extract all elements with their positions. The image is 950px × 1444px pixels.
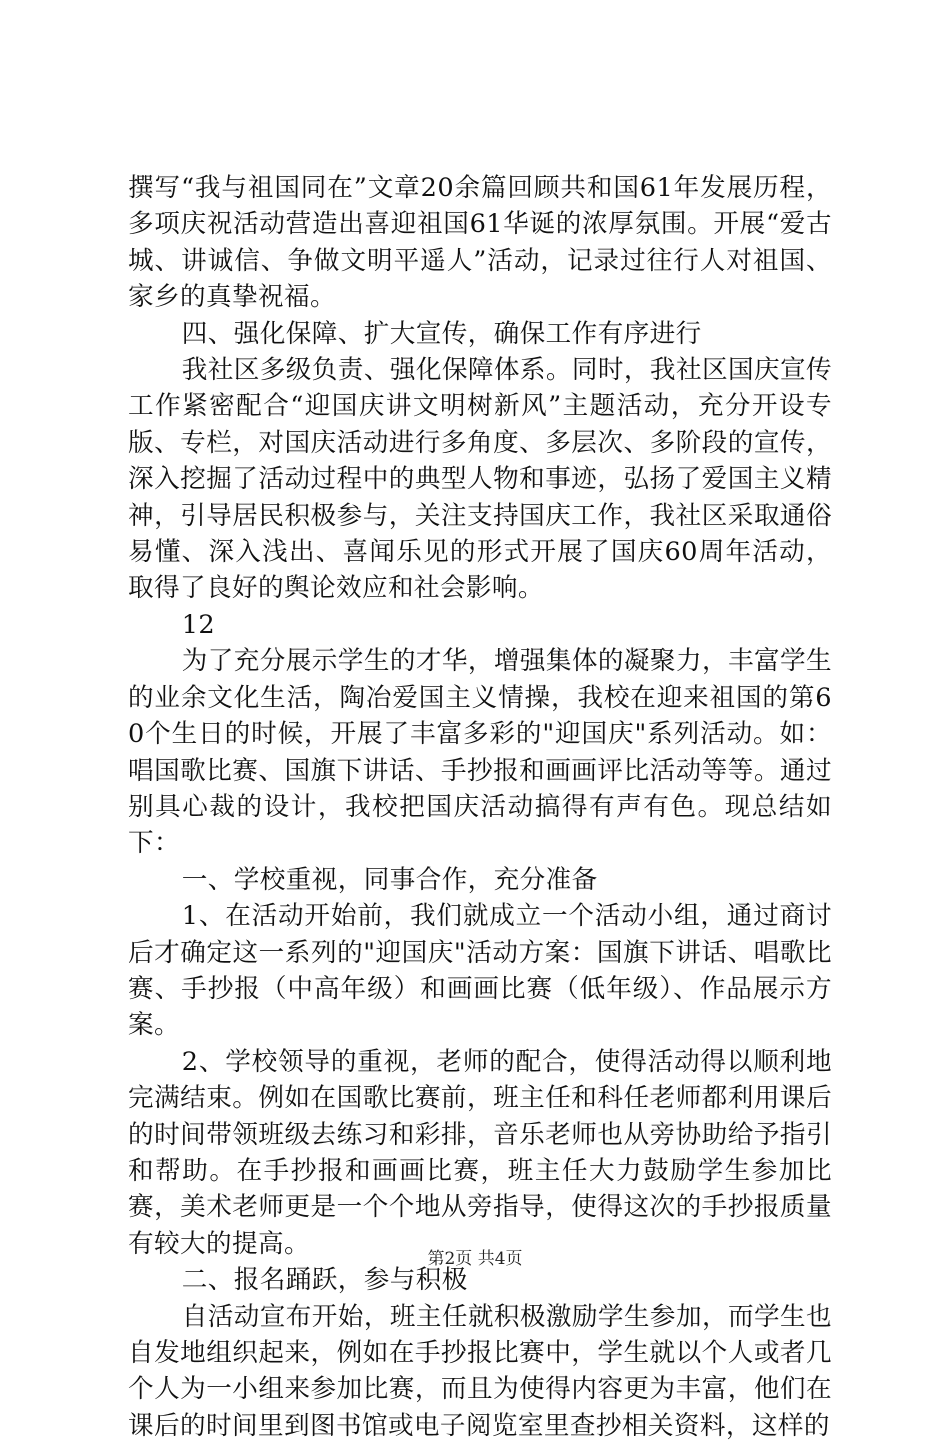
section-heading: 二、报名踊跃，参与积极: [181, 1265, 468, 1296]
page-footer: 第2页 共4页: [427, 1249, 523, 1269]
paragraph: 撰写“我与祖国同在”文章20余篇回顾共和国61年发展历程，多项庆祝活动营造出喜迎祖国61华诞的浓厚氛围。开展“爱古城、讲诚信、争做文明平遥人”活动，记录过往行人对祖国、家乡的真挚祝福。: [128, 173, 832, 313]
section-heading: 四、强化保障、扩大宣传，确保工作有序进行: [181, 318, 702, 349]
section-heading: 一、学校重视，同事合作，充分准备: [181, 864, 598, 895]
paragraph: 自活动宣布开始，班主任就积极激励学生参加，而学生也自发地组织起来，例如在手抄报比赛中，学生就以个人或者几个人为一小组来参加比赛，而且为使得内容更为丰富，他们在课后的时间里到图书馆或电子阅览室里查抄相关资料，这样的: [128, 1301, 832, 1441]
paragraph: 为了充分展示学生的才华，增强集体的凝聚力，丰富学生的业余文化生活，陶冶爱国主义情操，我校在迎来祖国的第60个生日的时候，开展了丰富多彩的"迎国庆"系列活动。如：唱国歌比赛、国旗下讲话、手抄报和画画评比活动等等。通过别具心裁的设计，我校把国庆活动搞得有声有色。现总结如下：: [128, 646, 832, 859]
paragraph: 2、学校领导的重视，老师的配合，使得活动得以顺利地完满结束。例如在国歌比赛前，班主任和科任老师都利用课后的时间带领班级去练习和彩排，音乐老师也从旁协助给予指引和帮助。在手抄报和画画比赛，班主任大力鼓励学生参加比赛，美术老师更是一个个地从旁指导，使得这次的手抄报质量有较大的提高。: [128, 1046, 832, 1259]
paragraph: 1、在活动开始前，我们就成立一个活动小组，通过商讨后才确定这一系列的"迎国庆"活动方案：国旗下讲话、唱歌比赛、手抄报（中高年级）和画画比赛（低年级）、作品展示方案。: [128, 901, 832, 1041]
paragraph: 我社区多级负责、强化保障体系。同时，我社区国庆宣传工作紧密配合“迎国庆讲文明树新风”主题活动，充分开设专版、专栏，对国庆活动进行多角度、多层次、多阶段的宣传，深入挖掘了活动过程中的典型人物和事迹，弘扬了爱国主义精神，引导居民积极参与，关注支持国庆工作，我社区采取通俗易懂、深入浅出、喜闻乐见的形式开展了国庆60周年活动，取得了良好的舆论效应和社会影响。: [128, 355, 832, 604]
paragraph: 12: [181, 609, 216, 640]
